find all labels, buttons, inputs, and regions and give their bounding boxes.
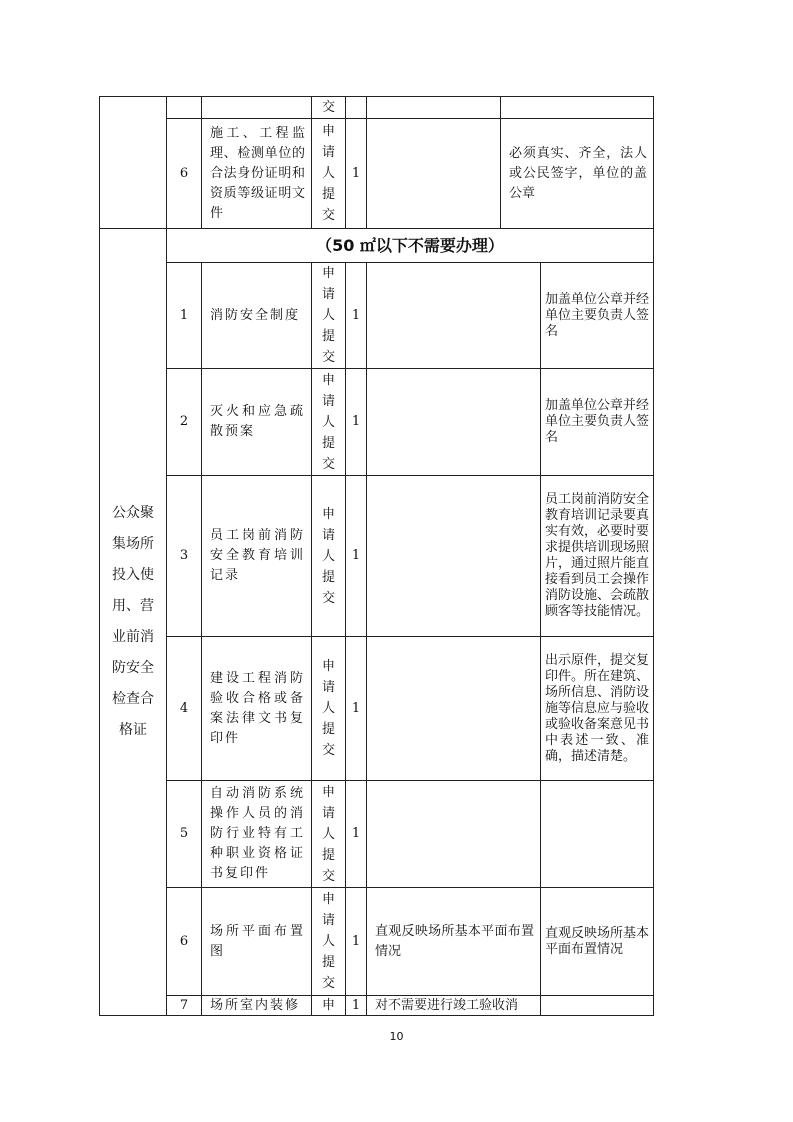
submit-method [311, 780, 346, 888]
submit-method [311, 887, 346, 996]
remarks: 员工岗前消防安全教育培训记录要真实有效，必要时要求提供培训现场照片，通过照片能直接看到员工会操作消防设施、会疏散顾客等技能情况。 [540, 475, 654, 637]
cell-text: 申请人提交 [321, 372, 335, 472]
quantity: 1 [345, 780, 367, 888]
cell-text: 申请人提交 [321, 506, 335, 606]
section-title: 公众聚集场所投入使用、营业前消防安全检查合格证 [99, 228, 167, 1016]
submit-method [311, 262, 346, 369]
description [366, 475, 541, 637]
row-number: 6 [166, 887, 202, 996]
section-cell-previous [99, 96, 167, 229]
material-name: 自动消防系统操作人员的消防行业特有工种职业资格证书复印件 [201, 780, 312, 888]
remarks: 必须真实、齐全，法人或公民签字，单位的盖公章 [500, 118, 654, 229]
row-number: 2 [166, 368, 202, 476]
description [366, 636, 541, 781]
material-name: 消防安全制度 [201, 262, 312, 369]
submit-method [311, 368, 346, 476]
material-name: 场所平面布置图 [201, 887, 312, 996]
page-number: 10 [389, 1030, 404, 1043]
quantity: 1 [345, 262, 367, 369]
remarks [540, 780, 654, 888]
quantity: 1 [345, 368, 367, 476]
submit-method [311, 96, 346, 119]
cell-text: 申 [321, 998, 335, 1013]
material-name: 灭火和应急疏散预案 [201, 368, 312, 476]
cell-text: 申请人提交 [321, 784, 335, 884]
remarks [540, 995, 654, 1016]
material-name: 场所室内装修 [201, 995, 312, 1016]
row-number [166, 96, 202, 119]
row-number: 4 [166, 636, 202, 781]
material-name: 施工、工程监理、检测单位的合法身份证明和资质等级证明文件 [201, 118, 312, 229]
material-name [201, 96, 312, 119]
description [366, 262, 541, 369]
cell-text: 申请人提交 [321, 659, 335, 758]
quantity: 1 [345, 887, 367, 996]
cell-text: 申请人提交 [321, 266, 335, 365]
description: 对不需要进行竣工验收消 [366, 995, 541, 1016]
row-number: 1 [166, 262, 202, 369]
row-number: 3 [166, 475, 202, 637]
description [366, 780, 541, 888]
remarks: 出示原件，提交复印件。所在建筑、场所信息、消防设施等信息应与验收或验收备案意见书中表述一致、准确，描述清楚。 [540, 636, 654, 781]
quantity: 1 [345, 995, 367, 1016]
section-banner: （50 ㎡以下不需要办理） [166, 228, 654, 263]
remarks: 加盖单位公章并经单位主要负责人签名 [540, 368, 654, 476]
cell-text: 申请人提交 [321, 124, 335, 223]
submit-method [311, 118, 346, 229]
row-number: 6 [166, 118, 202, 229]
submit-method [311, 636, 346, 781]
submit-method [311, 475, 346, 637]
remarks: 直观反映场所基本平面布置情况 [540, 887, 654, 996]
remarks [500, 96, 654, 119]
quantity: 1 [345, 118, 367, 229]
description [366, 118, 501, 229]
material-name: 建设工程消防验收合格或备案法律文书复印件 [201, 636, 312, 781]
cell-text: 申请人提交 [321, 892, 335, 991]
row-number: 5 [166, 780, 202, 888]
row-number: 7 [166, 995, 202, 1016]
description: 直观反映场所基本平面布置情况 [366, 887, 541, 996]
remarks: 加盖单位公章并经单位主要负责人签名 [540, 262, 654, 369]
material-name: 员工岗前消防安全教育培训记录 [201, 475, 312, 637]
quantity [345, 96, 367, 119]
quantity: 1 [345, 475, 367, 637]
description [366, 96, 501, 119]
submit-method [311, 995, 346, 1016]
description [366, 368, 541, 476]
cell-text: 交 [321, 100, 335, 115]
quantity: 1 [345, 636, 367, 781]
